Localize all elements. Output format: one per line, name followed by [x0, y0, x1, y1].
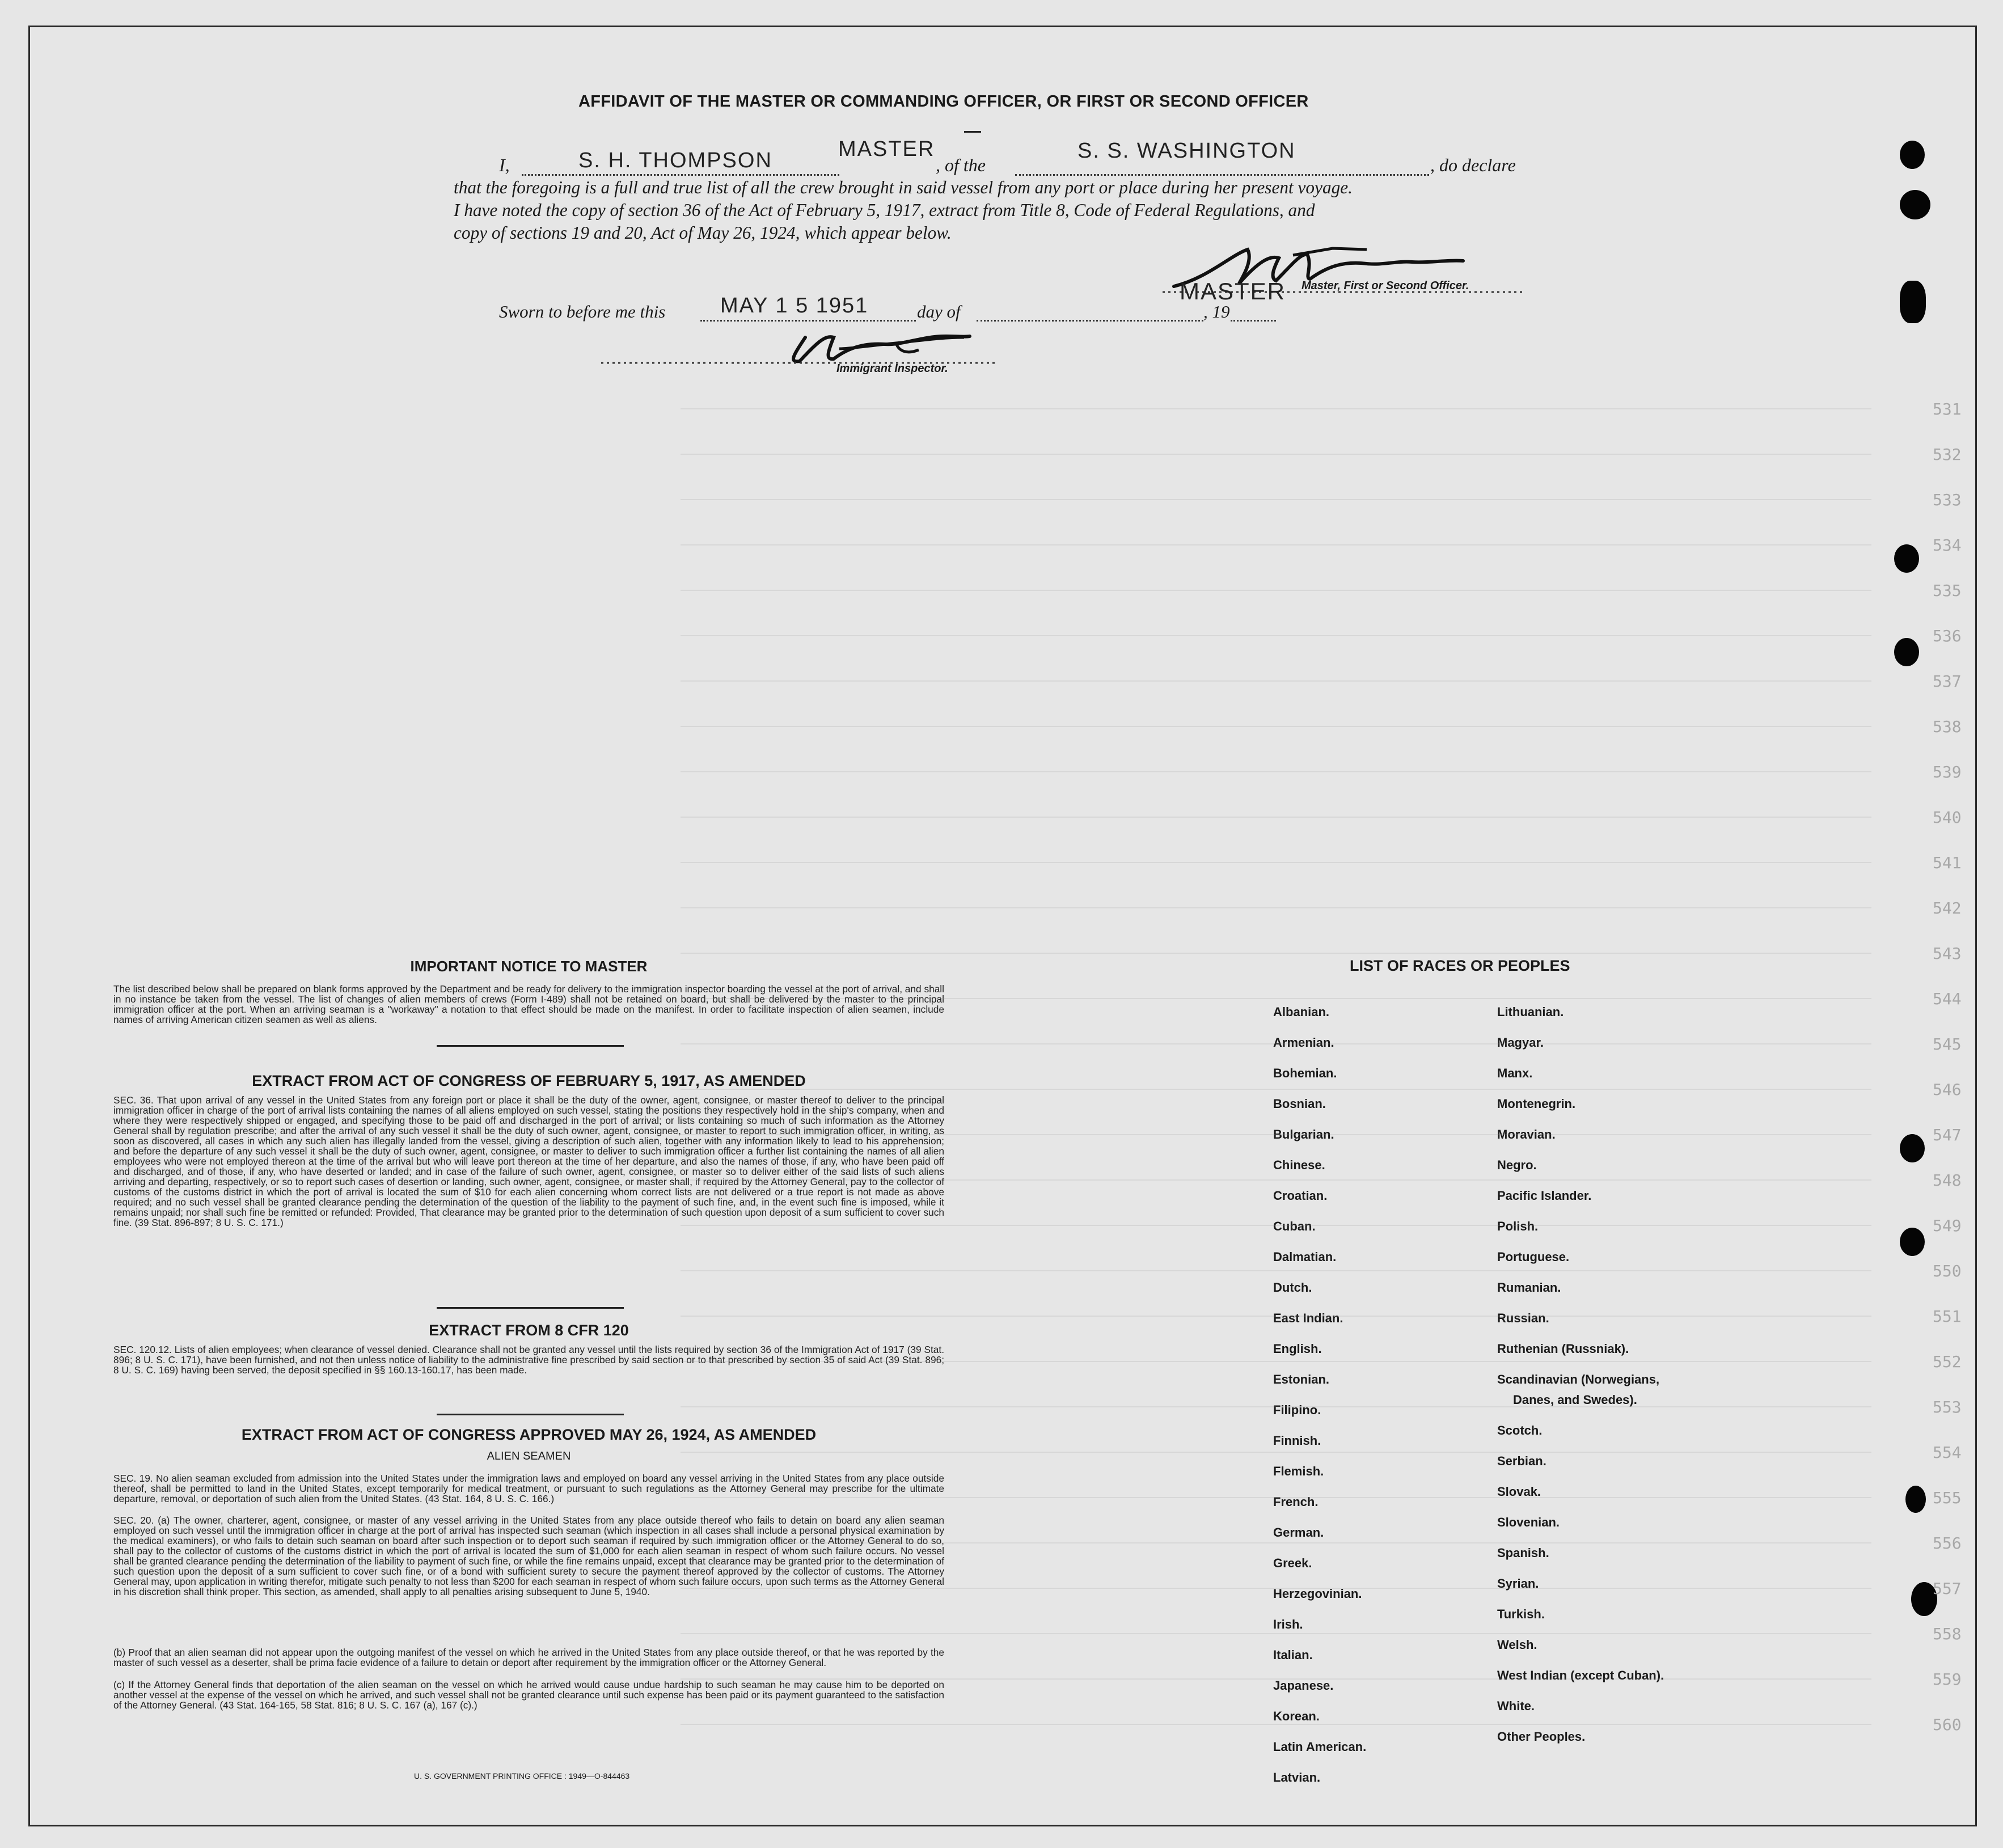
signer-caption: Master, First or Second Officer. — [1301, 280, 1469, 292]
race-item: Dutch. — [1273, 1280, 1312, 1295]
bleed-row-number: 553 — [1933, 1398, 1962, 1416]
bleed-row-number: 532 — [1933, 445, 1962, 464]
bleed-row-line — [681, 1497, 1871, 1498]
race-item: Bulgarian. — [1273, 1127, 1334, 1141]
race-item: Spanish. — [1497, 1546, 1549, 1560]
bleed-row-line — [681, 408, 1871, 409]
year-label: , 19 — [1203, 302, 1230, 322]
bleed-row-line — [681, 907, 1871, 908]
race-item: Croatian. — [1273, 1189, 1328, 1203]
race-item: Albanian. — [1273, 1005, 1330, 1019]
sec20b-text: (b) Proof that an alien seaman did not appear upon the outgoing manifest of the vessel on which he arrived in the United States from any place outside thereof, or that he was reported by the master of such vessel as a deserter, shall be prima facie evidence of a failure to detain or deport after requirement by the immigration officer or the Attorney General. — [113, 1647, 944, 1668]
section-rule — [437, 1414, 624, 1415]
section-rule — [437, 1307, 624, 1309]
bleed-row-number: 541 — [1933, 853, 1962, 872]
affidavit-title: AFFIDAVIT OF THE MASTER OR COMMANDING OFFICER, OR FIRST OR SECOND OFFICER — [578, 92, 1309, 111]
punch-hole — [1894, 544, 1919, 573]
punch-hole — [1900, 1134, 1925, 1162]
race-item: Other Peoples. — [1497, 1729, 1586, 1744]
race-item: Portuguese. — [1497, 1250, 1570, 1264]
race-item: Herzegovinian. — [1273, 1587, 1362, 1601]
sec19-text: SEC. 19. No alien seaman excluded from admission into the United States under the immigration laws and employed on board any vessel arriving in the United States from any place outside thereof, shall be permitted to land in the United States, except temporarily for medical treatment, or pursuant to such regulations as the Attorney General may prescribe for the ultimate departure, removal, or deportation of such alien from the United States. (43 Stat. 164, 8 U. S. C. 166.) — [113, 1473, 944, 1504]
rank-typed: MASTER — [838, 137, 935, 161]
bleed-row-line — [681, 1270, 1871, 1271]
printer-imprint: U. S. GOVERNMENT PRINTING OFFICE : 1949—O-844463 — [414, 1771, 630, 1781]
race-item: Danes, and Swedes). — [1513, 1393, 1637, 1407]
affidavit-pronoun: I, — [499, 155, 510, 175]
race-item: Italian. — [1273, 1648, 1313, 1662]
race-item: Russian. — [1497, 1311, 1549, 1325]
notice-heading: IMPORTANT NOTICE TO MASTER — [410, 958, 648, 975]
race-item: Slovak. — [1497, 1485, 1541, 1499]
race-item: Turkish. — [1497, 1607, 1545, 1621]
bleed-row-number: 549 — [1933, 1216, 1962, 1235]
bleed-row-line — [681, 1678, 1871, 1680]
month-blank — [977, 296, 1203, 322]
bleed-row-number: 560 — [1933, 1715, 1962, 1734]
affidavit-body-3: copy of sections 19 and 20, Act of May 26, 1924, which appear below. — [454, 223, 952, 243]
bleed-row-line — [681, 862, 1871, 863]
extract-cfr-text: SEC. 120.12. Lists of alien employees; when clearance of vessel denied. Clearance shall not be granted any vessel until the lists required by section 36 of the Immigration Act of 1917 (39 Stat. 896; 8 U. S. C. 171), have been furnished, and not then unless notice of liability to the administrative fine prescribed by said section or to that prescribed by section 35 of said Act (39 Stat. 896; 8 U. S. C. 169) having been served, the deposit specified in §§ 160.13-160.17, has been made. — [113, 1344, 944, 1376]
bleed-row-line — [681, 1406, 1871, 1407]
bleed-row-line — [681, 953, 1871, 954]
bleed-row-line — [681, 1316, 1871, 1317]
race-item: West Indian (except Cuban). — [1497, 1668, 1664, 1682]
bleed-row-number: 547 — [1933, 1126, 1962, 1144]
bleed-row-number: 544 — [1933, 989, 1962, 1008]
section-rule — [437, 1045, 624, 1047]
bleed-row-line — [681, 998, 1871, 999]
day-of-label: day of — [917, 302, 961, 322]
bleed-row-line — [681, 1633, 1871, 1634]
race-item: Japanese. — [1273, 1678, 1334, 1693]
sworn-label: Sworn to before me this — [499, 302, 666, 322]
bleed-row-number: 536 — [1933, 627, 1962, 645]
race-item: Rumanian. — [1497, 1280, 1561, 1295]
bleed-row-line — [681, 1724, 1871, 1725]
of-the-label: , of the — [936, 155, 986, 175]
bleed-row-line — [681, 1179, 1871, 1181]
bleed-row-line — [681, 1452, 1871, 1453]
race-item: English. — [1273, 1342, 1322, 1356]
bleed-row-number: 545 — [1933, 1035, 1962, 1054]
bleed-row-line — [681, 1542, 1871, 1543]
bleed-row-number: 550 — [1933, 1262, 1962, 1280]
bleed-row-line — [681, 1225, 1871, 1226]
race-item: Polish. — [1497, 1219, 1539, 1233]
race-item: German. — [1273, 1525, 1324, 1540]
bleed-row-number: 548 — [1933, 1171, 1962, 1190]
extract-cfr-heading: EXTRACT FROM 8 CFR 120 — [429, 1322, 629, 1339]
race-item: Chinese. — [1273, 1158, 1325, 1172]
race-item: Syrian. — [1497, 1576, 1539, 1591]
race-item: Pacific Islander. — [1497, 1189, 1592, 1203]
race-item: Korean. — [1273, 1709, 1320, 1723]
bleed-row-number: 539 — [1933, 763, 1962, 781]
bleed-row-number: 533 — [1933, 490, 1962, 509]
extract-1917-text: SEC. 36. That upon arrival of any vessel in the United States from any foreign port or place it shall be the duty of the owner, agent, consignee, or master thereof to deliver to the principal immigration officer in charge of the port of arrival lists containing the names of all aliens employed on such vessel, stating the positions they respectively hold in the ship's company, when and where they were respectively shipped or engaged, and specifying those to be paid off and discharged in the port of arrival; or lists containing so much of such information as the Attorney General shall by regulation prescribe; and after the arrival of any such vessel it shall be the duty of such owner, agent, consignee, or master to report to such immigration officer, in writing, as soon as discovered, all cases in which any such alien has illegally landed from the vessel, giving a description of such alien, together with any information likely to lead to his apprehension; and before the departure of any such vessel it shall be the duty of such owner, agent, consignee, or master to deliver to such immigration officer a further list containing the names of all alien employees who were not employed thereon at the time of the arrival but who will leave port thereon at the time of her departure, and also the names of those, if any, who have been paid off and discharged, and of those, if any, who have deserted or landed; and in case of the failure of such owner, agent, consignee, or master so to deliver either of the said lists of such aliens arriving and departing, respectively, or so to report such cases of desertion or landing, such owner, agent, consignee, or master shall, if required by the Attorney General, pay to the collector of customs of the customs district in which the port of arrival is located the sum of $10 for each alien concerning whom correct lists are not delivered or a true report is not made as above required; and no such vessel shall be granted clearance pending the determination of the question of the liability to the payment of such fine, and, in the event such fine is imposed, while it remains unpaid; nor shall such fine be remitted or refunded: Provided, That clearance may be granted prior to the determination of such question upon deposit of a sum sufficient to cover such fine. (39 Stat. 896-897; 8 U. S. C. 171.) — [113, 1094, 944, 1228]
race-item: Finnish. — [1273, 1433, 1321, 1448]
punch-hole — [1905, 1486, 1926, 1513]
bleed-row-line — [681, 1089, 1871, 1090]
punch-hole — [1900, 141, 1925, 169]
race-item: Filipino. — [1273, 1403, 1321, 1417]
punch-hole — [1900, 190, 1930, 219]
race-item: Negro. — [1497, 1158, 1537, 1172]
bleed-row-line — [681, 1588, 1871, 1589]
race-item: Montenegrin. — [1497, 1097, 1576, 1111]
race-item: Moravian. — [1497, 1127, 1556, 1141]
bleed-row-number: 540 — [1933, 808, 1962, 827]
bleed-row-number: 556 — [1933, 1534, 1962, 1553]
bleed-row-number: 543 — [1933, 944, 1962, 963]
bleed-row-line — [681, 771, 1871, 772]
race-item: Armenian. — [1273, 1035, 1334, 1050]
affidavit-body-2: I have noted the copy of section 36 of the Act of February 5, 1917, extract from Title 8, Code of Federal Regulations, and — [454, 200, 1315, 220]
bleed-row-number: 542 — [1933, 899, 1962, 917]
bleed-row-number: 559 — [1933, 1670, 1962, 1689]
race-item: French. — [1273, 1495, 1319, 1509]
bleed-row-line — [681, 499, 1871, 500]
race-item: Estonian. — [1273, 1372, 1330, 1386]
race-item: Dalmatian. — [1273, 1250, 1337, 1264]
race-item: Manx. — [1497, 1066, 1533, 1080]
bleed-row-line — [681, 454, 1871, 455]
bleed-row-line — [681, 1134, 1871, 1135]
sworn-rank: MASTER — [1180, 278, 1286, 305]
bleed-row-number: 535 — [1933, 581, 1962, 600]
sworn-date: MAY 1 5 1951 — [720, 294, 869, 318]
year-blank — [1231, 296, 1276, 322]
race-item: Lithuanian. — [1497, 1005, 1564, 1019]
bleed-row-line — [681, 817, 1871, 818]
bleed-row-number: 558 — [1933, 1625, 1962, 1643]
bleed-row-number: 551 — [1933, 1307, 1962, 1326]
sec20c-text: (c) If the Attorney General finds that deportation of the alien seaman on the vessel on which he arrived would cause undue hardship to such seaman he may cause him to be deported on another vessel at the expense of the vessel on which he arrived, and such vessel shall not be granted clearance until such expense has been paid or its payment guaranteed to the satisfaction of the Attorney General. (43 Stat. 164-165, 58 Stat. 816; 8 U. S. C. 167 (a), 167 (c).) — [113, 1679, 944, 1711]
sec20a-text: SEC. 20. (a) The owner, charterer, agent, consignee, or master of any vessel arriving in the United States from any place outside thereof who fails to detain on board any alien seaman employed on such vessel until the immigration officer in charge at the port of arrival has inspected such seaman (which inspection in all cases shall include a personal physical examination by the medical examiners), or who fails to detain such seaman on board after such inspection or to deport such seaman if required by such immigration officer or the Attorney General to do so, shall pay to the collector of customs of the customs district in which the port of arrival is located the sum of $1,000 for each alien seaman in respect of whom such failure occurs. No vessel shall be granted clearance pending the determination of the liability to payment of such fine, or while the fine remains unpaid, except that clearance may be granted prior to the determination of such question upon the deposit of a sum sufficient to cover such fine, or of a bond with sufficient surety to secure the payment thereof approved by the collector of customs. The Attorney General may, upon application in writing therefor, mitigate such penalty to not less than $200 for each seaman in respect of whom such failure occurs, upon such terms as the Attorney General in his discretion shall think proper. This section, as amended, shall apply to all penalties arising subsequent to June 5, 1940. — [113, 1515, 944, 1597]
bleed-row-line — [681, 726, 1871, 727]
race-item: Greek. — [1273, 1556, 1312, 1570]
bleed-row-number: 538 — [1933, 717, 1962, 736]
race-item: Bohemian. — [1273, 1066, 1337, 1080]
bleed-row-line — [681, 544, 1871, 545]
race-item: Bosnian. — [1273, 1097, 1326, 1111]
race-item: Irish. — [1273, 1617, 1303, 1631]
bleed-row-number: 555 — [1933, 1488, 1962, 1507]
vessel-name: S. S. WASHINGTON — [1077, 139, 1296, 163]
punch-hole — [1894, 638, 1919, 666]
race-item: Ruthenian (Russniak). — [1497, 1342, 1629, 1356]
do-declare-label: , do declare — [1430, 155, 1516, 175]
race-item: Serbian. — [1497, 1454, 1546, 1468]
affidavit-body-1: that the foregoing is a full and true list of all the crew brought in said vessel from any port or place during her present voyage. — [454, 177, 1353, 197]
race-item: East Indian. — [1273, 1311, 1343, 1325]
race-item: Cuban. — [1273, 1219, 1316, 1233]
alien-seamen-subheading: ALIEN SEAMEN — [487, 1450, 571, 1462]
bleed-row-line — [681, 635, 1871, 636]
extract-1924-heading: EXTRACT FROM ACT OF CONGRESS APPROVED MAY 26, 1924, AS AMENDED — [241, 1426, 817, 1443]
race-item: Flemish. — [1273, 1464, 1324, 1478]
bleed-row-number: 531 — [1933, 400, 1962, 418]
race-item: Latvian. — [1273, 1770, 1321, 1784]
bleed-row-number: 552 — [1933, 1352, 1962, 1371]
races-heading: LIST OF RACES OR PEOPLES — [1350, 957, 1570, 974]
race-item: White. — [1497, 1699, 1535, 1713]
race-item: Slovenian. — [1497, 1515, 1560, 1529]
race-item: Magyar. — [1497, 1035, 1544, 1050]
bleed-row-number: 554 — [1933, 1443, 1962, 1462]
inspector-caption: Immigrant Inspector. — [836, 362, 948, 375]
race-item: Latin American. — [1273, 1740, 1367, 1754]
bleed-row-line — [681, 1361, 1871, 1362]
race-item: Scotch. — [1497, 1423, 1543, 1437]
punch-hole — [1900, 281, 1926, 323]
bleed-row-line — [681, 590, 1871, 591]
title-mark — [964, 116, 981, 133]
extract-1917-heading: EXTRACT FROM ACT OF CONGRESS OF FEBRUARY 5, 1917, AS AMENDED — [252, 1072, 806, 1089]
race-item: Welsh. — [1497, 1638, 1537, 1652]
notice-text: The list described below shall be prepared on blank forms approved by the Department and be ready for delivery to the immigration inspector boarding the vessel at the port of arrival, and shall in no instance be taken from the vessel. The list of changes of alien members of crews (Form I-489) shall not be retained on board, but shall be delivered by the master to the principal immigration officer at the port. When an arriving seaman is a "workaway" a notation to that effect should be made on the manifest. In order to facilitate inspection of alien seamen, include names of arriving American citizen seamen as well as aliens. — [113, 983, 944, 1025]
race-item: Scandinavian (Norwegians, — [1497, 1372, 1660, 1386]
bleed-row-line — [681, 680, 1871, 682]
master-name: S. H. THOMPSON — [578, 149, 772, 172]
bleed-row-number: 534 — [1933, 536, 1962, 555]
bleed-row-line — [681, 1043, 1871, 1044]
bleed-row-number: 537 — [1933, 672, 1962, 691]
bleed-row-number: 557 — [1933, 1579, 1962, 1598]
punch-hole — [1900, 1228, 1925, 1256]
bleed-row-number: 546 — [1933, 1080, 1962, 1099]
